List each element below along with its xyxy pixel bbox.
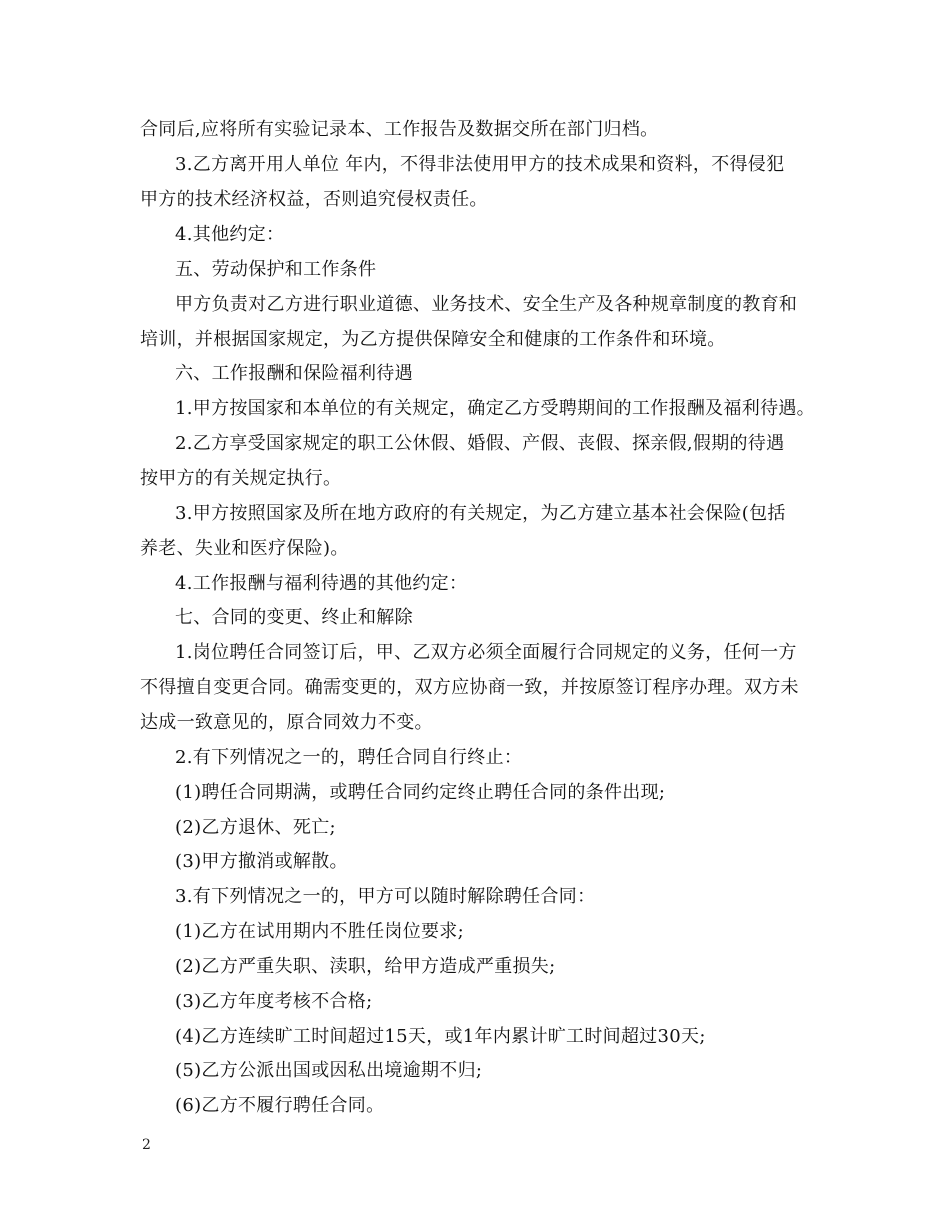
text-line: 1.岗位聘任合同签订后，甲、乙双方必须全面履行合同规定的义务，任何一方: [175, 642, 797, 663]
text-line: 1.甲方按国家和本单位的有关规定，确定乙方受聘期间的工作报酬及福利待遇。: [175, 398, 815, 419]
text-line: 甲方负责对乙方进行职业道德、业务技术、安全生产及各种规章制度的教育和: [175, 294, 798, 315]
text-line: 4.工作报酬与福利待遇的其他约定：: [175, 573, 468, 594]
list-item: (5)乙方公派出国或因私出境逾期不归;: [175, 1060, 483, 1081]
text-line: 不得擅自变更合同。确需变更的，双方应协商一致，并按原签订程序办理。双方未: [140, 677, 799, 698]
section-heading: 六、工作报酬和保险福利待遇: [175, 363, 413, 384]
page-number: 2: [142, 1137, 151, 1153]
text-line: 按甲方的有关规定执行。: [140, 468, 342, 489]
list-item: (1)聘任合同期满，或聘任合同约定终止聘任合同的条件出现;: [175, 782, 666, 803]
list-item: (3)乙方年度考核不合格;: [175, 991, 373, 1012]
text-line: 甲方的技术经济权益，否则追究侵权责任。: [140, 189, 488, 210]
list-item: (4)乙方连续旷工时间超过15天，或1年内累计旷工时间超过30天;: [175, 1026, 706, 1047]
text-line: 2.有下列情况之一的，聘任合同自行终止：: [175, 747, 523, 768]
text-line: 合同后,应将所有实验记录本、工作报告及数据交所在部门归档。: [140, 119, 659, 140]
list-item: (3)甲方撤消或解散。: [175, 851, 348, 872]
list-item: (2)乙方退休、死亡;: [175, 817, 336, 838]
text-line: 养老、失业和医疗保险)。: [140, 538, 349, 559]
text-line: 3.甲方按照国家及所在地方政府的有关规定，为乙方建立基本社会保险(包括: [175, 503, 786, 524]
text-line: 2.乙方享受国家规定的职工公休假、婚假、产假、丧假、探亲假,假期的待遇: [175, 433, 785, 454]
text-line: 3.有下列情况之一的，甲方可以随时解除聘任合同：: [175, 886, 596, 907]
list-item: (6)乙方不履行聘任合同。: [175, 1095, 385, 1116]
text-line: 3.乙方离开用人单位 年内，不得非法使用甲方的技术成果和资料，不得侵犯: [175, 154, 785, 175]
text-line: 达成一致意见的，原合同效力不变。: [140, 712, 433, 733]
list-item: (2)乙方严重失职、渎职，给甲方造成严重损失;: [175, 956, 556, 977]
list-item: (1)乙方在试用期内不胜任岗位要求;: [175, 921, 464, 942]
text-line: 培训，并根据国家规定，为乙方提供保障安全和健康的工作条件和环境。: [140, 329, 726, 350]
section-heading: 五、劳动保护和工作条件: [175, 259, 377, 280]
text-line: 4.其他约定：: [175, 224, 285, 245]
section-heading: 七、合同的变更、终止和解除: [175, 607, 413, 628]
